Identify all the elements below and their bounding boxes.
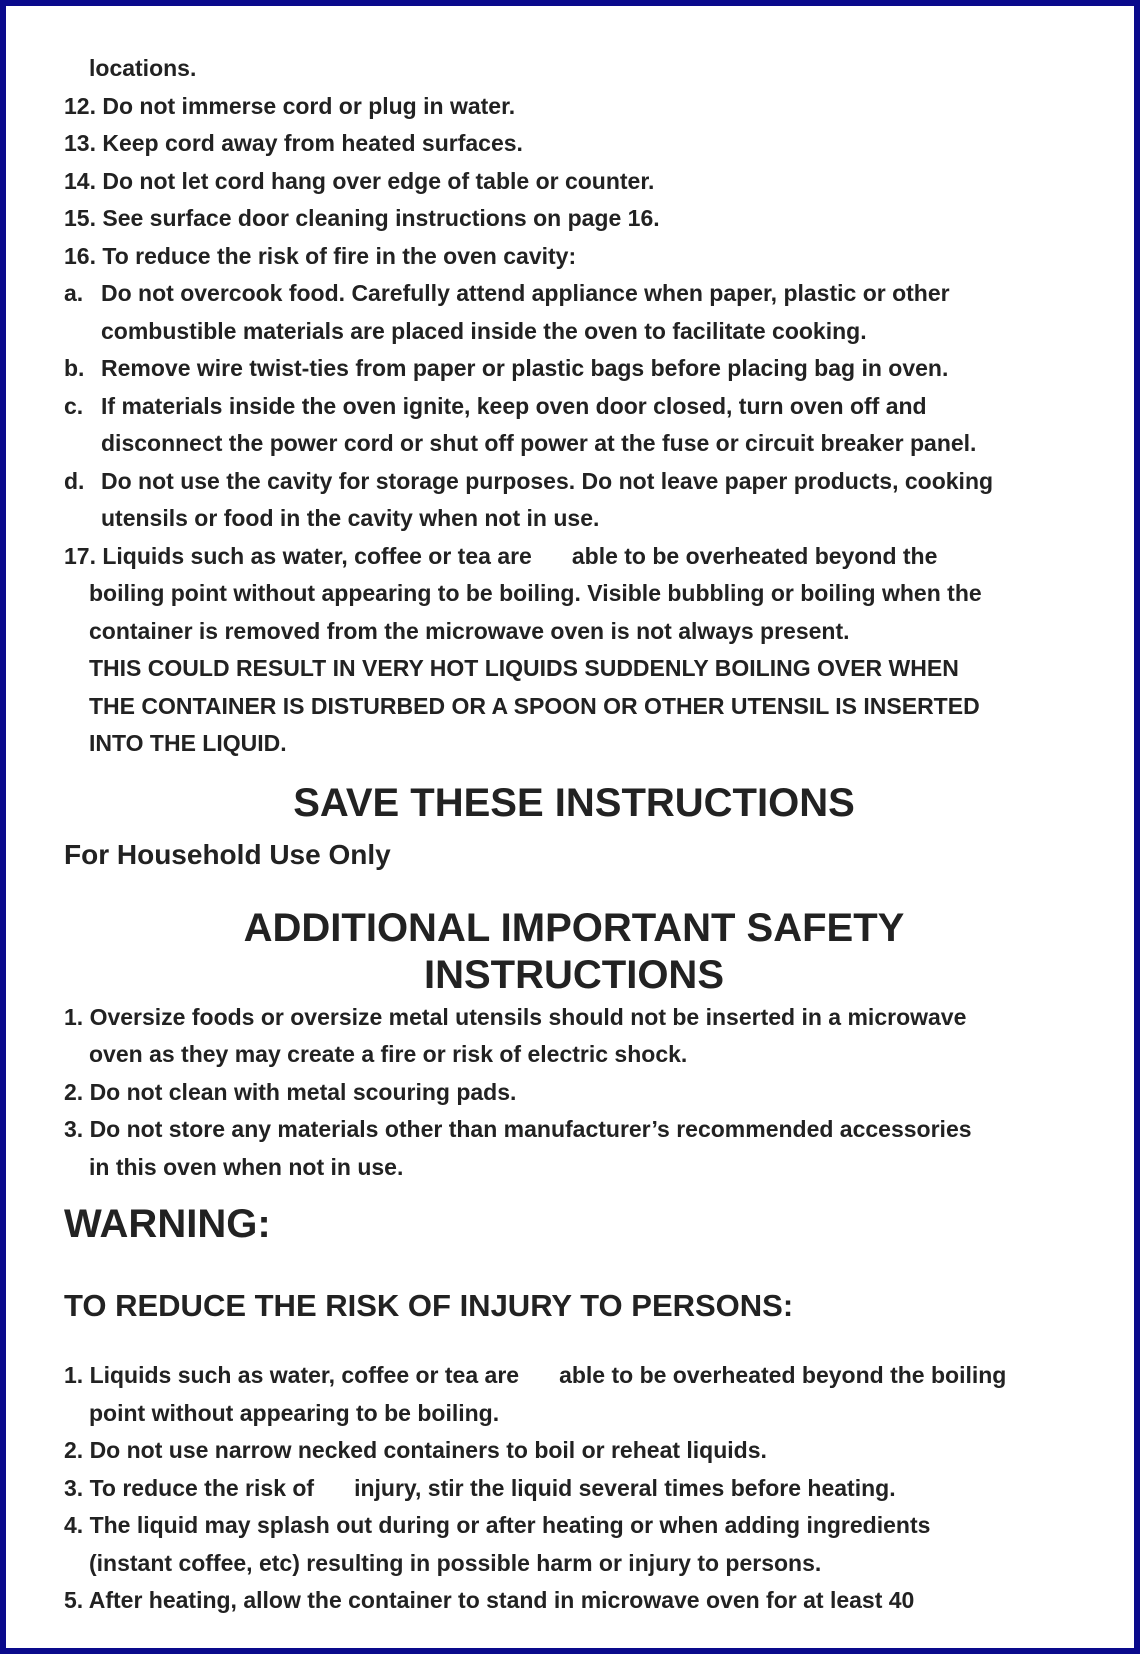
sub-item-text: Do not use the cavity for storage purposes. Do not leave paper products, cooking (101, 467, 994, 494)
risk-of-injury-heading: TO REDUCE THE RISK OF INJURY TO PERSONS: (64, 1288, 794, 1323)
list-item: injury, stir the liquid several times before heating. (354, 1474, 896, 1501)
sub-item-b (64, 350, 1094, 388)
list-item: able to be overheated beyond the boiling (559, 1362, 1007, 1388)
sub-item-letter: c. (64, 392, 84, 419)
item-17-text: container is removed from the microwave oven is not always present. (89, 617, 850, 644)
sub-item-letter: a. (64, 280, 84, 306)
list-item: 2. Do not clean with metal scouring pads. (64, 1078, 517, 1105)
list-item: in this oven when not in use. (89, 1153, 404, 1180)
sub-item-c (64, 388, 1094, 463)
heading-line: ADDITIONAL IMPORTANT SAFETY (243, 905, 905, 950)
list-item: 2. Do not use narrow necked containers to boil or reheat liquids. (64, 1437, 767, 1463)
additional-safety-list (64, 999, 1094, 1187)
list-item-12: 12. Do not immerse cord or plug in water. (64, 92, 516, 119)
item-17-warning: THIS COULD RESULT IN VERY HOT LIQUIDS SUDDENLY BOILING OVER WHEN (89, 655, 959, 681)
heading-line: INSTRUCTIONS (424, 952, 724, 997)
list-item-13: 13. Keep cord away from heated surfaces. (64, 130, 523, 156)
list-item: 1. Liquids such as water, coffee or tea are (64, 1362, 520, 1388)
item-17-warning: INTO THE LIQUID. (89, 730, 287, 756)
list-item-17 (64, 538, 1094, 763)
list-item-14: 14. Do not let cord hang over edge of table or counter. (64, 167, 655, 194)
list-item: 4. The liquid may splash out during or after heating or when adding ingredients (64, 1512, 931, 1538)
list-item: point without appearing to be boiling. (89, 1399, 500, 1426)
list-item: 5. After heating, allow the container to stand in microwave oven for at least 40 (64, 1587, 915, 1613)
sub-item-text: combustible materials are placed inside the oven to facilitate cooking. (101, 317, 867, 344)
warning-heading: WARNING: (64, 1202, 271, 1246)
list-item: (instant coffee, etc) resulting in possible harm or injury to persons. (89, 1549, 822, 1576)
item-17-text: able to be overheated beyond the (571, 542, 938, 569)
item-17-text: 17. Liquids such as water, coffee or tea are (64, 542, 532, 569)
list-item-15: 15. See surface door cleaning instructions on page 16. (64, 205, 660, 231)
additional-safety-heading (64, 905, 1084, 999)
list-item-16: 16. To reduce the risk of fire in the oven cavity: (64, 242, 577, 269)
sub-item-d (64, 463, 1094, 538)
item-17-warning: THE CONTAINER IS DISTURBED OR A SPOON OR OTHER UTENSIL IS INSERTED (89, 692, 980, 719)
list-item: 3. To reduce the risk of (64, 1474, 315, 1501)
household-use-label: For Household Use Only (64, 838, 391, 870)
sub-item-letter: b. (64, 355, 85, 381)
continued-text: locations. (89, 55, 197, 81)
item-17-text: boiling point without appearing to be boiling. Visible bubbling or boiling when the (89, 580, 982, 606)
warning-list (64, 1357, 1094, 1620)
sub-item-letter: d. (64, 467, 85, 494)
list-item: oven as they may create a fire or risk of electric shock. (89, 1041, 688, 1067)
list-item: 3. Do not store any materials other than manufacturer’s recommended accessories (64, 1116, 972, 1142)
sub-item-text: utensils or food in the cavity when not in use. (101, 505, 600, 531)
sub-item-text: Remove wire twist-ties from paper or plastic bags before placing bag in oven. (101, 355, 949, 381)
sub-item-text: disconnect the power cord or shut off power at the fuse or circuit breaker panel. (101, 430, 977, 456)
sub-item-a (64, 275, 1094, 350)
sub-item-text: If materials inside the oven ignite, keep oven door closed, turn oven off and (101, 392, 927, 419)
save-instructions-heading: SAVE THESE INSTRUCTIONS (293, 780, 855, 825)
list-item: 1. Oversize foods or oversize metal utensils should not be inserted in a microwave (64, 1003, 967, 1030)
page-content (64, 50, 1094, 1620)
sub-item-text: Do not overcook food. Carefully attend appliance when paper, plastic or other (101, 280, 950, 306)
